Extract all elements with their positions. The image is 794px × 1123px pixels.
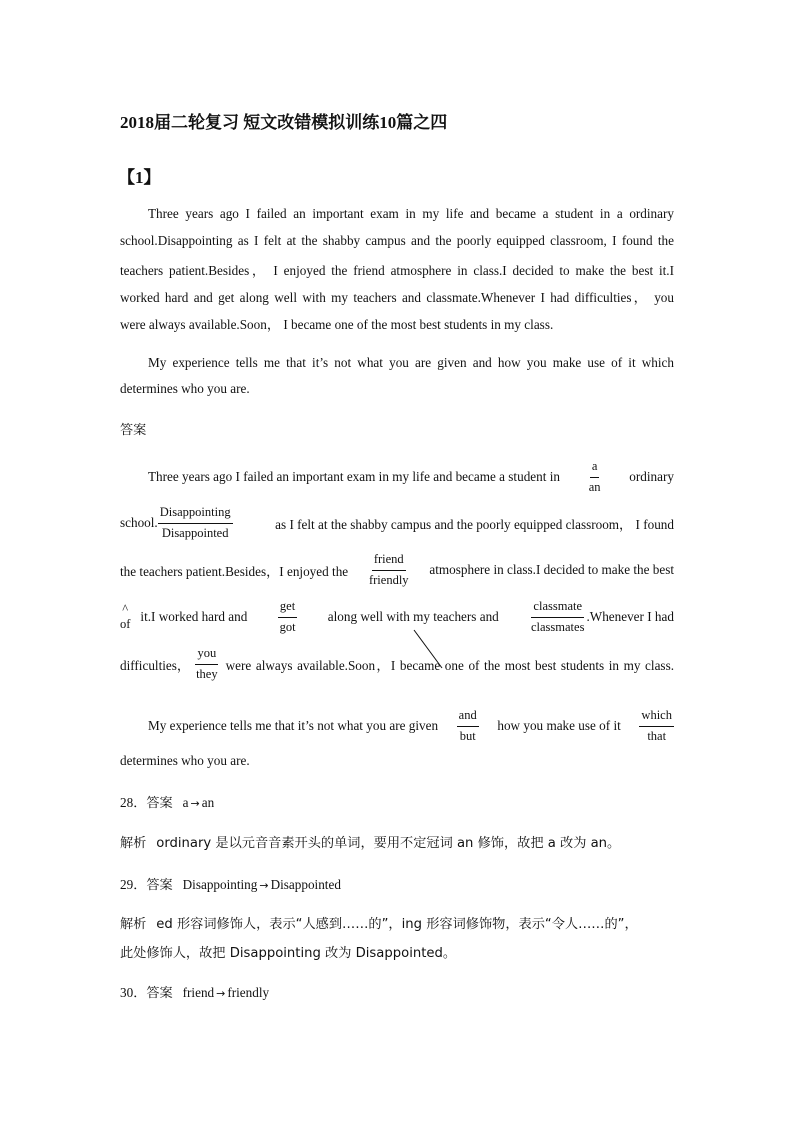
corrected-text: along well with my teachers and [327,609,499,625]
answer-item-29 [120,874,341,893]
correct-word: but [459,728,476,743]
correct-word: got [279,619,296,634]
item-number: 29． [120,877,147,892]
correction-fraction [457,708,479,744]
item-answer-label: 答案 [146,796,173,811]
corrected-text: atmosphere in class.I decided to make the best [429,562,674,578]
corrected-line-4 [120,599,674,635]
corrected-text: the teachers patient.Besides，I enjoyed the [120,563,349,579]
corrected-line-3 [120,552,674,588]
corrected-text: it.I worked hard and [140,609,248,625]
corrected-line-6 [148,708,674,744]
corrected-line-2 [120,505,674,541]
correct-word: classmates [530,619,585,634]
correction-fraction [158,505,233,541]
explanation-29-line-1 [120,913,638,932]
explanation-29-line-2: 此处修饰人，故把 Disappointing 改为 Disappointed。 [120,946,457,961]
item-number: 28． [120,795,147,810]
passage-line-1: Three years ago I failed an important exam in my life and became a student in a ordinary [148,206,674,221]
corrected-text: .Whenever I had [586,609,674,625]
item-from: a [182,795,189,810]
passage-line-5: were always available.Soon， I became one of the most best students in my class. [120,317,554,332]
passage-p2-line-1: My experience tells me that it’s not what you are given and how you make use of it which [148,355,674,370]
passage-line-4: worked hard and get along well with my teachers and classmate.Whenever I had difficulties， you [120,290,674,305]
wrong-word: friend [372,552,406,571]
insertion-mark [120,602,130,632]
deletion-mark [410,628,450,672]
correct-word: Disappointed [161,525,229,540]
item-from: Disappointing [182,877,258,892]
item-answer-label: 答案 [146,878,173,893]
answer-label: 答案 [120,423,147,438]
correct-word: friendly [368,572,409,587]
corrected-text: were always available.Soon，I became one of the most best students in my class. [225,657,674,673]
wrong-word: a [590,459,600,478]
arrow-icon: → [259,879,269,892]
explanation-28 [120,832,620,851]
corrected-text: Three years ago I failed an important exam in my life and became a student in [148,469,560,485]
document-title: 2018届二轮复习 短文改错模拟训练10篇之四 [120,113,448,132]
caret-icon: ^ [122,602,129,617]
corrected-text: how you make use of it [497,718,621,734]
item-from: friend [182,985,215,1000]
passage-p2-line-2: determines who you are. [120,381,250,396]
corrected-line-1 [148,459,674,495]
answer-item-30 [120,982,269,1001]
corrected-line-7: determines who you are. [120,753,250,768]
corrected-text: school. [120,515,158,531]
corrected-text: ordinary [629,469,674,485]
wrong-word: Disappointing [158,505,233,524]
correction-fraction [587,459,603,495]
passage-line-2: school.Disappointing as I felt at the shabby campus and the poorly equipped classroom, I found the [120,233,674,248]
wrong-word: you [195,646,218,665]
passage-line-3: teachers patient.Besides， I enjoyed the friend atmosphere in class.I decided to make the best it.I [120,263,674,278]
section-heading: 【1】 [118,168,161,187]
item-to: an [201,795,215,810]
correction-fraction [194,646,220,682]
corrected-line-5 [120,646,674,682]
item-answer-label: 答案 [146,986,173,1001]
arrow-icon: → [190,797,200,810]
inserted-word: of [120,617,131,632]
corrected-text: difficulties， [120,657,191,673]
correct-word: that [647,728,667,743]
arrow-icon: → [216,987,226,1000]
item-to: Disappointed [270,877,341,892]
correction-fraction [529,599,586,635]
correct-word: they [196,666,218,681]
corrected-text: as I felt at the shabby campus and the poorly equipped classroom， I found [275,516,674,532]
item-to: friendly [227,985,270,1000]
explanation-text: ed 形容词修饰人，表示“人感到……的”，ing 形容词修饰物，表示“令人……的”， [156,917,638,932]
correction-fraction [639,708,674,744]
corrected-text: My experience tells me that it’s not what you are given [148,718,439,734]
wrong-word: and [457,708,479,727]
wrong-word: which [639,708,674,727]
wrong-word: get [278,599,297,618]
correction-fraction [278,599,298,635]
answer-item-28 [120,792,214,811]
explanation-label: 解析 [120,917,147,932]
wrong-word: classmate [531,599,584,618]
explanation-label: 解析 [120,836,147,851]
item-number: 30． [120,985,147,1000]
explanation-text: ordinary 是以元音音素开头的单词，要用不定冠词 an 修饰，故把 a 改为 an。 [156,836,621,851]
correction-fraction [367,552,411,588]
deletion-stroke [414,630,442,668]
correct-word: an [588,479,601,494]
